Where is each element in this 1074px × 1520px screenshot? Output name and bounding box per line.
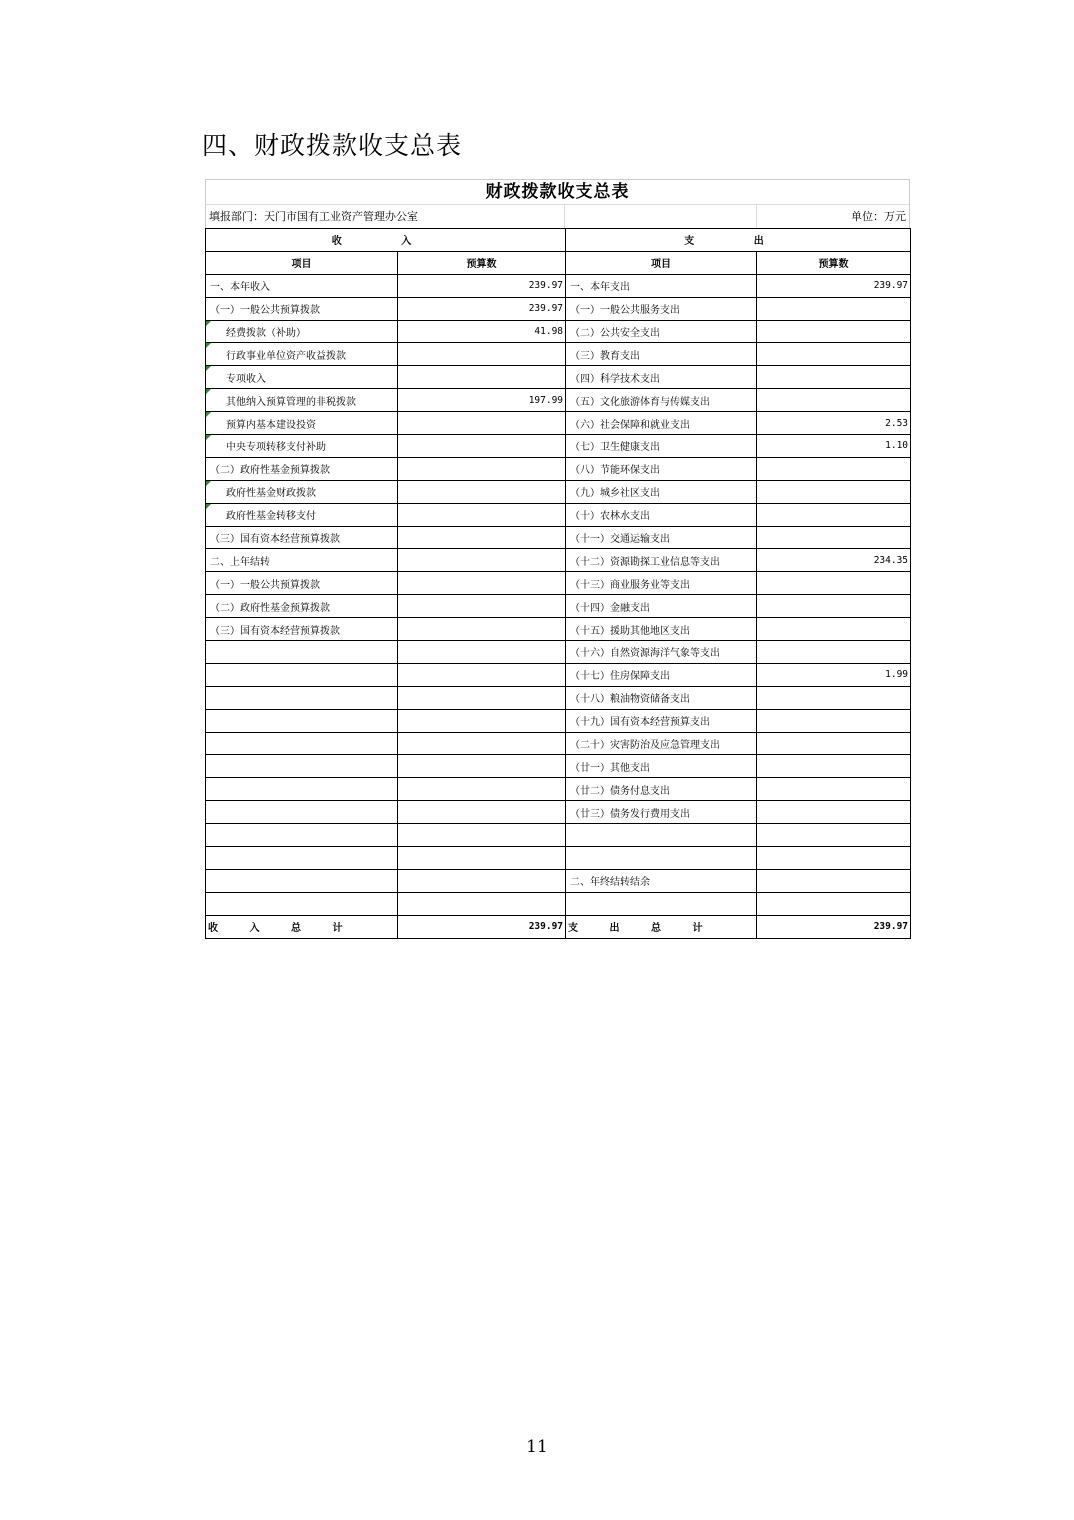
- income-value-cell: [398, 778, 566, 801]
- page-heading: 四、财政拨款收支总表: [202, 131, 463, 160]
- income-item-cell: 预算内基本建设投资: [206, 412, 398, 435]
- income-item-cell: （三）国有资本经营预算拨款: [206, 526, 398, 549]
- income-value-cell: [398, 366, 566, 389]
- income-value-cell: [398, 503, 566, 526]
- table-row: [206, 869, 911, 892]
- income-item-cell: [206, 755, 398, 778]
- income-item-cell: [206, 663, 398, 686]
- income-item-cell: [206, 778, 398, 801]
- table-row: [206, 274, 911, 297]
- expense-value-cell: [757, 457, 911, 480]
- income-item-cell: （二）政府性基金预算拨款: [206, 457, 398, 480]
- expense-item-cell: （七）卫生健康支出: [566, 435, 757, 458]
- income-value-cell: [398, 869, 566, 892]
- expense-total-label: 支 出 总 计: [566, 915, 757, 938]
- income-total-value: 239.97: [398, 915, 566, 938]
- meta-spacer: [565, 205, 757, 228]
- expense-value-cell: 1.10: [757, 435, 911, 458]
- expense-header: 支 出: [566, 229, 911, 252]
- income-item-cell: 经费拨款（补助）: [206, 320, 398, 343]
- income-item-cell: （二）政府性基金预算拨款: [206, 595, 398, 618]
- unit-label: 单位：万元: [851, 210, 906, 223]
- income-item-cell: 专项收入: [206, 366, 398, 389]
- expense-item-cell: （十八）粮油物资储备支出: [566, 686, 757, 709]
- expense-item-cell: （八）节能环保支出: [566, 457, 757, 480]
- expense-value-cell: [757, 732, 911, 755]
- expense-value-cell: [757, 526, 911, 549]
- expense-value-cell: [757, 847, 911, 870]
- expense-item-cell: （十六）自然资源海洋气象等支出: [566, 641, 757, 664]
- income-value-cell: [398, 801, 566, 824]
- expense-value-cell: 2.53: [757, 412, 911, 435]
- income-item-cell: [206, 732, 398, 755]
- expense-item-cell: [566, 824, 757, 847]
- income-item-cell: 行政事业单位资产收益拨款: [206, 343, 398, 366]
- budget-sheet: [205, 179, 910, 939]
- table-row: [206, 297, 911, 320]
- table-row: [206, 755, 911, 778]
- table-row: [206, 686, 911, 709]
- income-item-cell: [206, 686, 398, 709]
- income-item-cell: （一）一般公共预算拨款: [206, 572, 398, 595]
- department-label: 填报部门：天门市国有工业资产管理办公室: [206, 205, 565, 228]
- expense-value-cell: [757, 343, 911, 366]
- expense-item-cell: （三）教育支出: [566, 343, 757, 366]
- table-row: [206, 549, 911, 572]
- income-item-header: 项目: [206, 251, 398, 274]
- income-value-cell: [398, 732, 566, 755]
- table-row: [206, 389, 911, 412]
- expense-item-cell: （十五）援助其他地区支出: [566, 618, 757, 641]
- table-row: [206, 824, 911, 847]
- budget-table: [205, 228, 911, 939]
- income-value-cell: [398, 595, 566, 618]
- income-value-cell: [398, 686, 566, 709]
- expense-value-cell: [757, 595, 911, 618]
- expense-value-cell: [757, 320, 911, 343]
- table-row: [206, 412, 911, 435]
- income-value-cell: 197.99: [398, 389, 566, 412]
- expense-value-cell: 1.99: [757, 663, 911, 686]
- table-row: [206, 526, 911, 549]
- expense-item-cell: （九）城乡社区支出: [566, 480, 757, 503]
- expense-value-cell: [757, 824, 911, 847]
- expense-item-cell: （十一）交通运输支出: [566, 526, 757, 549]
- table-row: [206, 801, 911, 824]
- income-value-cell: [398, 549, 566, 572]
- expense-item-cell: （一）一般公共服务支出: [566, 297, 757, 320]
- table-row: [206, 847, 911, 870]
- expense-item-cell: [566, 847, 757, 870]
- table-row: [206, 663, 911, 686]
- expense-value-cell: [757, 709, 911, 732]
- table-row: [206, 320, 911, 343]
- income-value-cell: [398, 618, 566, 641]
- income-value-cell: 239.97: [398, 297, 566, 320]
- income-item-cell: 二、上年结转: [206, 549, 398, 572]
- expense-total-value: 239.97: [757, 915, 911, 938]
- table-row: [206, 435, 911, 458]
- income-value-cell: [398, 435, 566, 458]
- income-value-cell: [398, 526, 566, 549]
- expense-value-cell: [757, 778, 911, 801]
- expense-value-cell: [757, 869, 911, 892]
- income-item-cell: 中央专项转移支付补助: [206, 435, 398, 458]
- section-header-row: [206, 229, 911, 252]
- income-total-label: 收 入 总 计: [206, 915, 398, 938]
- table-row: [206, 572, 911, 595]
- expense-item-cell: （六）社会保障和就业支出: [566, 412, 757, 435]
- expense-item-cell: （四）科学技术支出: [566, 366, 757, 389]
- table-row: [206, 618, 911, 641]
- table-row: [206, 457, 911, 480]
- income-value-cell: [398, 457, 566, 480]
- expense-budget-header: 预算数: [757, 251, 911, 274]
- expense-item-cell: （廿一）其他支出: [566, 755, 757, 778]
- income-value-cell: [398, 480, 566, 503]
- income-item-cell: 其他纳入预算管理的非税拨款: [206, 389, 398, 412]
- expense-value-cell: [757, 297, 911, 320]
- income-value-cell: [398, 641, 566, 664]
- expense-item-header: 项目: [566, 251, 757, 274]
- expense-value-cell: [757, 572, 911, 595]
- income-value-cell: [398, 824, 566, 847]
- expense-value-cell: [757, 480, 911, 503]
- expense-item-cell: （二十）灾害防治及应急管理支出: [566, 732, 757, 755]
- expense-item-cell: （廿三）债务发行费用支出: [566, 801, 757, 824]
- income-value-cell: [398, 892, 566, 915]
- expense-item-cell: （五）文化旅游体育与传媒支出: [566, 389, 757, 412]
- income-value-cell: 239.97: [398, 274, 566, 297]
- expense-item-cell: （十）农林水支出: [566, 503, 757, 526]
- income-item-cell: （三）国有资本经营预算拨款: [206, 618, 398, 641]
- expense-value-cell: 239.97: [757, 274, 911, 297]
- expense-item-cell: （十七）住房保障支出: [566, 663, 757, 686]
- income-header: 收 入: [206, 229, 566, 252]
- table-row: [206, 709, 911, 732]
- expense-item-cell: （十三）商业服务业等支出: [566, 572, 757, 595]
- expense-item-cell: （二）公共安全支出: [566, 320, 757, 343]
- table-row: [206, 892, 911, 915]
- meta-row: [205, 204, 910, 228]
- expense-item-cell: （十四）金融支出: [566, 595, 757, 618]
- expense-item-cell: （廿二）债务付息支出: [566, 778, 757, 801]
- expense-value-cell: [757, 801, 911, 824]
- table-row: [206, 366, 911, 389]
- income-item-cell: 政府性基金财政拨款: [206, 480, 398, 503]
- page-number: 11: [526, 1437, 548, 1457]
- income-value-cell: [398, 709, 566, 732]
- expense-item-cell: 一、本年支出: [566, 274, 757, 297]
- expense-value-cell: [757, 366, 911, 389]
- income-item-cell: [206, 801, 398, 824]
- income-value-cell: [398, 572, 566, 595]
- income-item-cell: 一、本年收入: [206, 274, 398, 297]
- expense-item-cell: （十二）资源勘探工业信息等支出: [566, 549, 757, 572]
- income-budget-header: 预算数: [398, 251, 566, 274]
- table-row: [206, 595, 911, 618]
- expense-value-cell: [757, 686, 911, 709]
- income-item-cell: 政府性基金转移支付: [206, 503, 398, 526]
- income-item-cell: [206, 641, 398, 664]
- expense-value-cell: [757, 503, 911, 526]
- income-item-cell: [206, 824, 398, 847]
- expense-value-cell: 234.35: [757, 549, 911, 572]
- table-row: [206, 343, 911, 366]
- expense-value-cell: [757, 618, 911, 641]
- column-header-row: [206, 251, 911, 274]
- income-item-cell: [206, 847, 398, 870]
- expense-value-cell: [757, 755, 911, 778]
- income-item-cell: （一）一般公共预算拨款: [206, 297, 398, 320]
- income-value-cell: [398, 412, 566, 435]
- table-row: [206, 732, 911, 755]
- totals-row: [206, 915, 911, 938]
- income-value-cell: [398, 663, 566, 686]
- income-item-cell: [206, 869, 398, 892]
- table-row: [206, 778, 911, 801]
- income-item-cell: [206, 709, 398, 732]
- expense-item-cell: （十九）国有资本经营预算支出: [566, 709, 757, 732]
- income-item-cell: [206, 892, 398, 915]
- expense-item-cell: [566, 892, 757, 915]
- table-title: 财政拨款收支总表: [205, 179, 910, 204]
- table-row: [206, 641, 911, 664]
- income-value-cell: [398, 343, 566, 366]
- table-row: [206, 480, 911, 503]
- expense-value-cell: [757, 641, 911, 664]
- expense-item-cell: 二、年终结转结余: [566, 869, 757, 892]
- expense-value-cell: [757, 892, 911, 915]
- income-value-cell: [398, 847, 566, 870]
- income-value-cell: 41.98: [398, 320, 566, 343]
- expense-value-cell: [757, 389, 911, 412]
- table-row: [206, 503, 911, 526]
- income-value-cell: [398, 755, 566, 778]
